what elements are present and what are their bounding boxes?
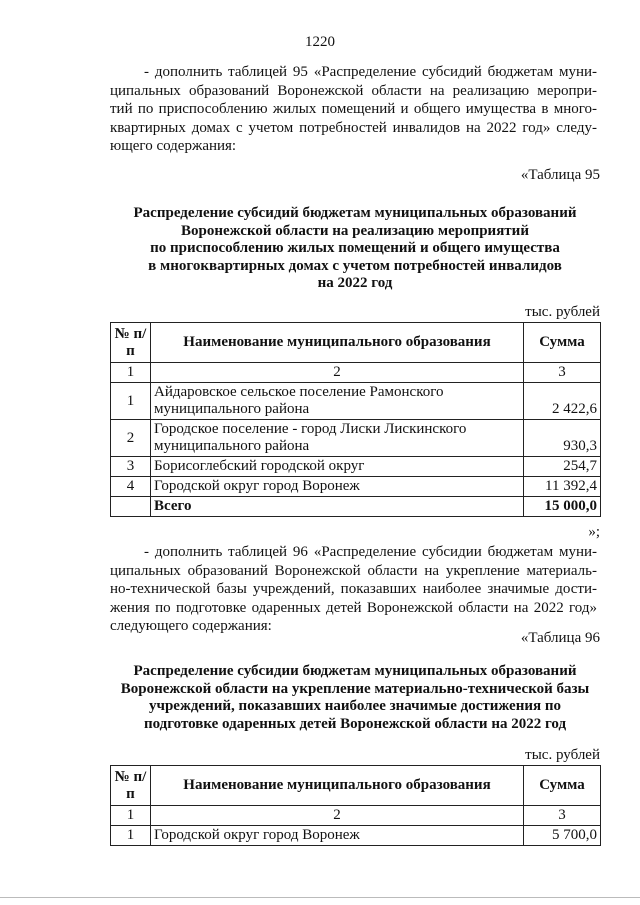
header-name: Наименование муниципального образования xyxy=(151,323,524,363)
text-line: тий по приспособлению жилых помещений и общего имущества в много- xyxy=(110,101,597,117)
closing-mark: »; xyxy=(588,524,600,540)
row-sum: 930,3 xyxy=(524,420,601,457)
title-line: Воронежской области на укрепление материально-технической базы xyxy=(120,680,590,697)
text-line: ющего содержания: xyxy=(110,138,237,154)
table-95 xyxy=(110,322,601,517)
title-line: в многоквартирных домах с учетом потребностей инвалидов xyxy=(148,257,562,274)
row-num: 4 xyxy=(111,477,151,497)
table-row xyxy=(111,457,601,477)
table-95-title xyxy=(110,205,600,293)
row-num: 3 xyxy=(111,457,151,477)
index-cell: 2 xyxy=(151,363,524,383)
page-number: 1220 xyxy=(305,34,335,50)
index-cell: 3 xyxy=(524,806,601,826)
row-name: Городское поселение - город Лиски Лискинского муниципального района xyxy=(151,420,524,457)
table-header-row xyxy=(111,766,601,806)
page-edge-divider xyxy=(0,897,640,898)
row-name: Городской округ город Воронеж xyxy=(151,477,524,497)
text-line: - дополнить таблицей 95 «Распределение субсидий бюджетам муни- xyxy=(144,64,597,80)
empty-cell xyxy=(111,497,151,517)
title-line: учреждений, показавших наиболее значимые достижения по xyxy=(148,698,562,714)
header-name: Наименование муниципального образования xyxy=(151,766,524,806)
title-line: на 2022 год xyxy=(317,275,393,291)
table-row xyxy=(111,383,601,420)
header-sum: Сумма xyxy=(524,323,601,363)
total-label: Всего xyxy=(151,497,524,517)
table-total-row xyxy=(111,497,601,517)
intro-paragraph-95 xyxy=(110,63,597,156)
row-sum: 5 700,0 xyxy=(524,826,601,846)
intro-paragraph-96 xyxy=(110,543,597,636)
text-line: квартирных домах с учетом потребностей инвалидов на 2022 год» следу- xyxy=(110,119,597,136)
table-index-row xyxy=(111,363,601,383)
table-row xyxy=(111,826,601,846)
text-line: жения по подготовке одаренных детей Воронежской области на 2022 год» xyxy=(110,599,597,616)
table-header-row xyxy=(111,323,601,363)
row-name: Городской округ город Воронеж xyxy=(151,826,524,846)
text-line: следующего содержания: xyxy=(110,618,272,634)
table-96 xyxy=(110,765,601,846)
index-cell: 2 xyxy=(151,806,524,826)
total-sum: 15 000,0 xyxy=(524,497,601,517)
index-cell: 3 xyxy=(524,363,601,383)
table-row xyxy=(111,477,601,497)
title-line: Воронежской области на реализацию мероприятий xyxy=(181,222,529,239)
table-96-title xyxy=(110,663,600,733)
table-index-row xyxy=(111,806,601,826)
index-cell: 1 xyxy=(111,806,151,826)
title-line: по приспособлению жилых помещений и общего имущества xyxy=(150,240,560,256)
header-num: № п/п xyxy=(111,766,151,806)
header-num: № п/п xyxy=(111,323,151,363)
row-sum: 2 422,6 xyxy=(524,383,601,420)
title-line: Распределение субсидии бюджетам муниципальных образований xyxy=(133,663,577,679)
row-num: 1 xyxy=(111,383,151,420)
row-name: Айдаровское сельское поселение Рамонского муниципального района xyxy=(151,383,524,420)
index-cell: 1 xyxy=(111,363,151,383)
row-sum: 254,7 xyxy=(524,457,601,477)
unit-label: тыс. рублей xyxy=(525,304,600,320)
text-line: - дополнить таблицей 96 «Распределение субсидии бюджетам муни- xyxy=(144,544,597,560)
title-line: подготовке одаренных детей Воронежской области на 2022 год xyxy=(143,715,567,732)
row-name: Борисоглебский городской округ xyxy=(151,457,524,477)
unit-label: тыс. рублей xyxy=(525,747,600,763)
row-num: 1 xyxy=(111,826,151,846)
table-row xyxy=(111,420,601,457)
row-sum: 11 392,4 xyxy=(524,477,601,497)
table-96-reference: «Таблица 96 xyxy=(520,630,600,646)
text-line: ципальных образований Воронежской области на укрепление материаль- xyxy=(110,562,597,579)
title-line: Распределение субсидий бюджетам муниципальных образований xyxy=(133,205,577,221)
text-line: ципальных образований Воронежской области на реализацию меропри- xyxy=(110,82,597,99)
text-line: но-технической базы учреждений, показавших наиболее значимые дости- xyxy=(110,581,597,597)
header-sum: Сумма xyxy=(524,766,601,806)
row-num: 2 xyxy=(111,420,151,457)
table-95-reference: «Таблица 95 xyxy=(520,167,600,183)
